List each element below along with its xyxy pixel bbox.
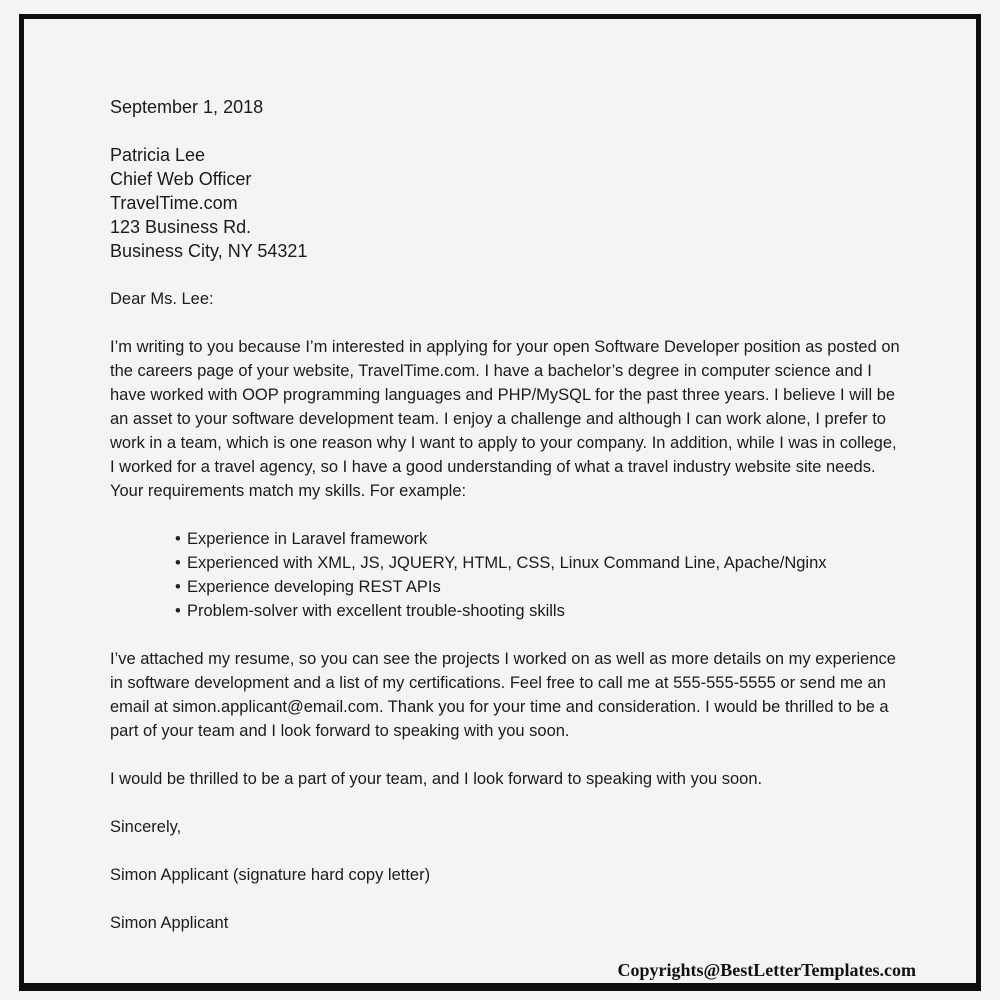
skills-list <box>110 527 900 623</box>
copyright-watermark: Copyrights@BestLetterTemplates.com <box>617 960 916 980</box>
recipient-street: 123 Business Rd. <box>110 217 252 237</box>
skills-list-item: • Experience in Laravel framework <box>175 527 900 551</box>
letter-content <box>24 19 976 935</box>
body-paragraph-2: I’ve attached my resume, so you can see the projects I worked on as well as more details on my experience in software development and a list of my certifications. Feel free to call me at 555-555-5555 or send me an email at simon.applicant@email.com. Thank you for your time and consideration. I would be thrilled to be a part of your team and I look forward to speaking with you soon. <box>110 650 896 740</box>
recipient-city-state-zip: Business City, NY 54321 <box>110 241 308 261</box>
recipient-name: Patricia Lee <box>110 145 206 165</box>
skills-list-item: • Problem-solver with excellent trouble-shooting skills <box>175 599 900 623</box>
letter-date: September 1, 2018 <box>110 97 264 117</box>
closing-salutation: Sincerely, <box>110 818 182 836</box>
recipient-title: Chief Web Officer <box>110 169 252 189</box>
skills-list-item: • Experience developing REST APIs <box>175 575 900 599</box>
body-paragraph-3: I would be thrilled to be a part of your team, and I look forward to speaking with you soon. <box>110 770 763 788</box>
recipient-company: TravelTime.com <box>110 193 238 213</box>
signature-note: Simon Applicant (signature hard copy letter) <box>110 866 431 884</box>
recipient-address-block <box>110 143 900 263</box>
skills-list-item: • Experienced with XML, JS, JQUERY, HTML, CSS, Linux Command Line, Apache/Nginx <box>175 551 900 575</box>
salutation: Dear Ms. Lee: <box>110 290 214 308</box>
body-paragraph-1: I’m writing to you because I’m interested in applying for your open Software Developer position as posted on the careers page of your website, TravelTime.com. I have a bachelor’s degree in computer science and I have worked with OOP programming languages and PHP/MySQL for the past three years. I believe I will be an asset to your software development team. I enjoy a challenge and although I can work alone, I prefer to work in a team, which is one reason why I want to apply to your company. In addition, while I was in college, I worked for a travel agency, so I have a good understanding of what a travel industry website site needs. Your requirements match my skills. For example: <box>110 338 900 500</box>
letter-page <box>19 14 981 991</box>
signed-name: Simon Applicant <box>110 914 229 932</box>
